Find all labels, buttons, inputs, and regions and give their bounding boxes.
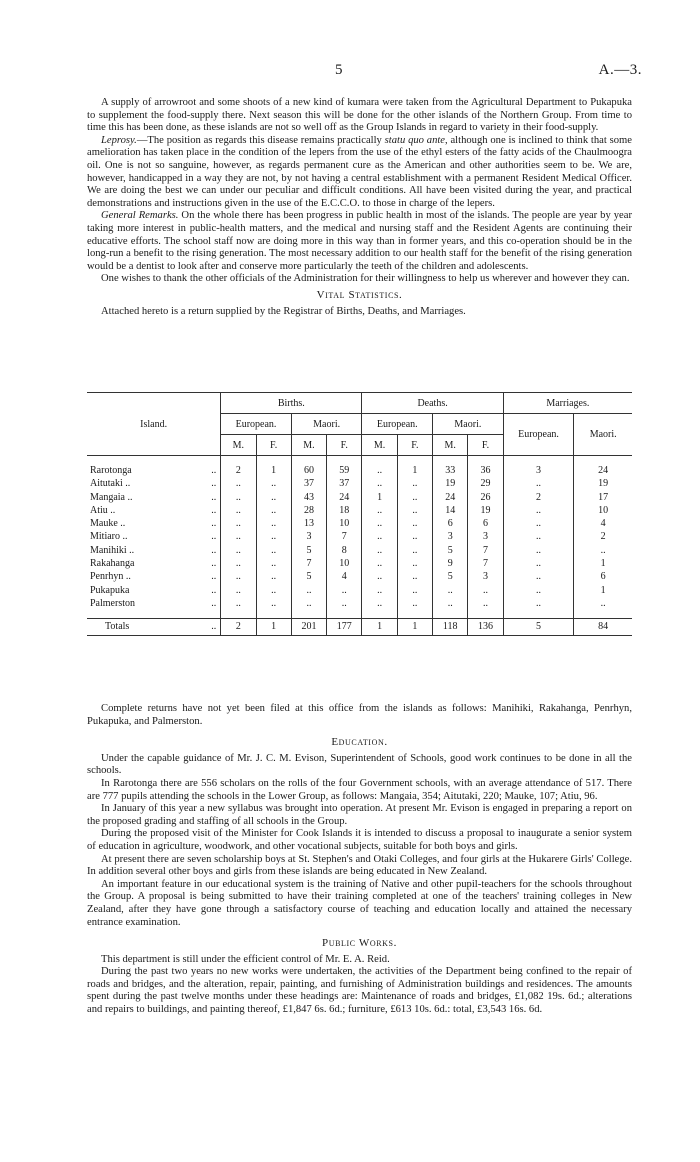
- table-cell: ..: [362, 544, 397, 557]
- island-name: Rakahanga: [90, 558, 135, 570]
- document-reference: A.—3.: [598, 62, 642, 78]
- table-cell: ..: [574, 597, 632, 610]
- table-row: [87, 517, 632, 530]
- table-cell: 37: [291, 477, 326, 490]
- island-name: Atiu ..: [90, 504, 116, 516]
- table-cell: ..: [362, 477, 397, 490]
- table-cell: 5: [433, 570, 468, 583]
- table-cell: ..: [221, 504, 256, 517]
- table-cell: 13: [291, 517, 326, 530]
- table-row: [87, 544, 632, 557]
- deaths-maori-f: F.: [468, 435, 503, 456]
- table-cell: 7: [468, 544, 503, 557]
- vital-statistics-intro: Attached hereto is a return supplied by the Registrar of Births, Deaths, and Marriages.: [101, 305, 466, 317]
- leader-dots: ..: [211, 504, 217, 516]
- table-cell: ..: [362, 464, 397, 477]
- leprosy-italic-phrase: statu quo ante: [384, 134, 446, 146]
- leprosy-paragraph: [87, 135, 632, 211]
- table-cell: ..: [221, 597, 256, 610]
- table-cell: 2: [574, 530, 632, 543]
- table-cell: ..: [503, 570, 574, 583]
- table-cell: 14: [433, 504, 468, 517]
- table-cell: 2: [221, 619, 256, 636]
- births-european-header: European.: [221, 414, 292, 435]
- island-name: Pukapuka: [90, 584, 130, 596]
- table-cell: ..: [503, 544, 574, 557]
- leader-dots: ..: [211, 465, 217, 476]
- table-cell: ..: [362, 504, 397, 517]
- island-column-header: Island.: [87, 393, 221, 456]
- table-cell: 59: [327, 464, 362, 477]
- table-cell: 1: [397, 464, 432, 477]
- table-cell: ..: [256, 544, 291, 557]
- leprosy-text-a: —The position as regards this disease remains practically: [136, 134, 385, 146]
- table-cell: 1: [362, 491, 397, 504]
- table-cell: 29: [468, 477, 503, 490]
- table-cell: ..: [503, 517, 574, 530]
- education-paragraph: Under the capable guidance of Mr. J. C. M. Evison, Superintendent of Schools, good work continues to be done in all the schools.: [87, 752, 632, 777]
- island-name: Aitutaki ..: [90, 478, 131, 490]
- table-cell: ..: [221, 570, 256, 583]
- leader-dots: ..: [211, 584, 217, 596]
- table-cell: 19: [574, 477, 632, 490]
- births-header: Births.: [221, 393, 362, 414]
- table-cell: ..: [221, 584, 256, 597]
- table-cell: 84: [574, 619, 632, 636]
- vital-statistics-table: [87, 392, 632, 636]
- table-cell: ..: [397, 597, 432, 610]
- table-cell: ..: [362, 597, 397, 610]
- leader-dots: ..: [211, 518, 217, 530]
- education-paragraph: At present there are seven scholarship boys at St. Stephen's and Otaki Colleges, and four girls at the Hukarere Girls' College. In addition several other boys and girls from these islands are being educated in New Zealand.: [87, 853, 632, 878]
- table-cell: 5: [291, 570, 326, 583]
- table-cell: 1: [362, 619, 397, 636]
- table-cell: ..: [503, 584, 574, 597]
- table-cell: ..: [256, 530, 291, 543]
- island-name: Penrhyn ..: [90, 571, 131, 583]
- births-maori-f: F.: [327, 435, 362, 456]
- table-cell: 10: [327, 517, 362, 530]
- table-cell: 7: [327, 530, 362, 543]
- leader-dots: ..: [211, 571, 217, 583]
- island-name: Rarotonga: [90, 465, 132, 476]
- table-cell: ..: [291, 597, 326, 610]
- general-remarks-text: On the whole there has been progress in public health in most of the islands. The people are year by year taking more interest in public-health matters, and the medical and nursing staff and the Resident Agents are continuing their educative efforts. The school staff now are doing more in this way than in former years, and this co-operation should be in the long-run a benefit to the rising generation. The most necessary addition to our health staff for the benefit of the rising generation would be a dentist to look after and conserve more particularly the teeth of the children and adolescents.: [87, 210, 632, 272]
- table-cell: ..: [221, 477, 256, 490]
- table-cell: ..: [397, 504, 432, 517]
- table-cell: 1: [397, 619, 432, 636]
- table-cell: 6: [574, 570, 632, 583]
- table-cell: 5: [433, 544, 468, 557]
- table-cell: ..: [221, 530, 256, 543]
- table-cell: 1: [256, 464, 291, 477]
- table-row: [87, 597, 632, 610]
- births-european-m: M.: [221, 435, 256, 456]
- table-cell: 28: [291, 504, 326, 517]
- table-cell: ..: [503, 597, 574, 610]
- deaths-maori-m: M.: [433, 435, 468, 456]
- table-cell: ..: [433, 584, 468, 597]
- island-name: Mitiaro ..: [90, 531, 128, 543]
- table-cell: 5: [291, 544, 326, 557]
- table-cell: 6: [433, 517, 468, 530]
- table-row: [87, 557, 632, 570]
- lower-text-block: [87, 703, 632, 1017]
- deaths-european-f: F.: [397, 435, 432, 456]
- page-number: 5: [335, 62, 343, 78]
- deaths-maori-header: Maori.: [433, 414, 504, 435]
- leprosy-heading: Leprosy.: [101, 134, 137, 146]
- leader-dots: ..: [211, 531, 217, 543]
- table-cell: ..: [503, 477, 574, 490]
- table-cell: 60: [291, 464, 326, 477]
- table-cell: 24: [327, 491, 362, 504]
- table-cell: 36: [468, 464, 503, 477]
- table-cell: 118: [433, 619, 468, 636]
- table-cell: 6: [468, 517, 503, 530]
- education-title: Education.: [331, 736, 388, 749]
- table-cell: 37: [327, 477, 362, 490]
- island-name: Mangaia ..: [90, 491, 133, 503]
- table-cell: 8: [327, 544, 362, 557]
- arrowroot-paragraph: A supply of arrowroot and some shoots of a new kind of kumara were taken from the Agricultural Department to Pukapuka to supplement the food-supply there. Next season this will be done for the other islands of the Northern Group. From time to time this has been done, as these islands are not so well off as the Group Islands in regard to variety in their food-supply.: [87, 97, 632, 134]
- table-cell: 7: [291, 557, 326, 570]
- table-cell: ..: [221, 544, 256, 557]
- island-name: Manihiki ..: [90, 544, 135, 556]
- deaths-european-header: European.: [362, 414, 433, 435]
- table-row: [87, 570, 632, 583]
- vital-statistics-title: Vital Statistics.: [316, 288, 403, 301]
- table-cell: 3: [433, 530, 468, 543]
- leader-dots: ..: [175, 619, 220, 636]
- returns-note: Complete returns have not yet been filed at this office from the islands as follows: Manihiki, Rakahanga, Penrhyn, Pukapuka, and Palmerston.: [87, 703, 632, 727]
- table-cell: ..: [291, 584, 326, 597]
- table-cell: ..: [256, 504, 291, 517]
- table-cell: 5: [503, 619, 574, 636]
- education-paragraph: In Rarotonga there are 556 scholars on the rolls of the four Government schools, with an average attendance of 517. There are 777 pupils attending the schools in the Lower Group, as follows: Mangaia, 354; Aitutaki, 220; Mauke, 107; Atiu, 96.: [87, 777, 632, 802]
- table-cell: ..: [397, 557, 432, 570]
- table-cell: 18: [327, 504, 362, 517]
- table-cell: 43: [291, 491, 326, 504]
- table-cell: ..: [397, 584, 432, 597]
- table-cell: 201: [291, 619, 326, 636]
- leader-dots: ..: [211, 544, 217, 556]
- marriages-european-header: European.: [503, 414, 574, 456]
- table-cell: ..: [468, 597, 503, 610]
- upper-text-block: [87, 97, 632, 318]
- table-cell: 19: [468, 504, 503, 517]
- table-cell: ..: [397, 570, 432, 583]
- table-cell: ..: [397, 530, 432, 543]
- table-cell: 10: [327, 557, 362, 570]
- table-cell: ..: [256, 597, 291, 610]
- table-row: [87, 530, 632, 543]
- page-header: [0, 62, 700, 82]
- leader-dots: ..: [211, 558, 217, 570]
- table-cell: 24: [574, 464, 632, 477]
- education-paragraph: During the proposed visit of the Minister for Cook Islands it is intended to discuss a proposal to inaugurate a senior system of education in agriculture, woodwork, and other vocational subjects, suitable for both boys and girls.: [87, 828, 632, 852]
- marriages-maori-header: Maori.: [574, 414, 632, 456]
- table-cell: ..: [503, 557, 574, 570]
- table-cell: 1: [574, 557, 632, 570]
- table-cell: ..: [362, 570, 397, 583]
- table-row: [87, 464, 632, 477]
- table-cell: ..: [327, 584, 362, 597]
- table-cell: ..: [221, 557, 256, 570]
- table-cell: ..: [433, 597, 468, 610]
- table-cell: ..: [397, 491, 432, 504]
- island-name: Mauke ..: [90, 518, 126, 530]
- public-works-paragraph: This department is still under the efficient control of Mr. E. A. Reid.: [101, 953, 390, 965]
- table-cell: 4: [574, 517, 632, 530]
- table-cell: 1: [256, 619, 291, 636]
- table-cell: 177: [327, 619, 362, 636]
- table-cell: ..: [362, 517, 397, 530]
- leader-dots: ..: [211, 597, 217, 609]
- table-cell: ..: [256, 517, 291, 530]
- table-cell: 10: [574, 504, 632, 517]
- table-cell: 3: [291, 530, 326, 543]
- table-cell: 17: [574, 491, 632, 504]
- table-cell: ..: [256, 584, 291, 597]
- table-cell: ..: [574, 544, 632, 557]
- table-cell: 26: [468, 491, 503, 504]
- table-row: [87, 477, 632, 490]
- table-cell: ..: [256, 557, 291, 570]
- table-cell: 9: [433, 557, 468, 570]
- table-cell: 7: [468, 557, 503, 570]
- births-european-f: F.: [256, 435, 291, 456]
- table-cell: 3: [468, 570, 503, 583]
- education-paragraph: An important feature in our educational system is the training of Native and other pupil-teachers for the schools throughout the Group. A proposal is being submitted to have their training completed at one of the teachers' training colleges in New Zealand, after they have gone through a satisfactory course of teaching and education locally and attained the necessary entrance examination.: [87, 878, 632, 928]
- table-cell: 1: [574, 584, 632, 597]
- table-cell: ..: [256, 491, 291, 504]
- table-cell: 3: [503, 464, 574, 477]
- deaths-header: Deaths.: [362, 393, 503, 414]
- table-cell: ..: [256, 477, 291, 490]
- table-cell: 2: [503, 491, 574, 504]
- thanks-paragraph: One wishes to thank the other officials of the Administration for their willingness to help us wherever and however they can.: [101, 273, 630, 285]
- table-cell: ..: [327, 597, 362, 610]
- table-cell: ..: [397, 544, 432, 557]
- table-row: [87, 584, 632, 597]
- general-remarks-heading: General Remarks.: [101, 210, 179, 222]
- table-cell: 2: [221, 464, 256, 477]
- public-works-paragraph: During the past two years no new works were undertaken, the activities of the Department being confined to the repair of roads and bridges, and the alteration, repair, painting, and furnishing of Administration buildings and residences. The amounts spent during the past twelve months under these headings are: Maintenance of roads and bridges, £1,082 19s. 6d.; alterations and repairs to buildings, and painting thereof, £1,847 6s. 6d.; furniture, £613 10s. 6d.: total, £3,543 16s. 6d.: [87, 966, 632, 1016]
- table-cell: ..: [221, 517, 256, 530]
- education-paragraph: In January of this year a new syllabus was brought into operation. At present Mr. Evison is engaged in preparing a report on the proposed grading and staffing of all schools in the Group.: [87, 803, 632, 827]
- island-name: Palmerston: [90, 597, 135, 609]
- table-cell: ..: [362, 530, 397, 543]
- table-cell: 3: [468, 530, 503, 543]
- table-cell: 33: [433, 464, 468, 477]
- table-cell: 19: [433, 477, 468, 490]
- table-cell: ..: [221, 491, 256, 504]
- totals-label: Totals: [87, 619, 175, 636]
- table-row: [87, 504, 632, 517]
- leader-dots: ..: [211, 478, 217, 490]
- totals-row: [87, 619, 632, 636]
- table-cell: ..: [397, 517, 432, 530]
- table-cell: 4: [327, 570, 362, 583]
- table-row: [87, 491, 632, 504]
- table-cell: ..: [256, 570, 291, 583]
- table-cell: ..: [397, 477, 432, 490]
- leprosy-text-b: , although one is inclined to think that some amelioration has taken place in the condition of the lepers from the use of the ethyl esters of the fatty acids of the Chaulmoogra oil. One is not so sanguine, however, as regards permanent cure as the American and other authorities seem to be. We are, however, handicapped in a way they are not, by not having a central establishment with a permanent Resident Medical Officer. We are doing the best we can under our peculiar and difficult conditions. All have been visited during the year, and practical demonstrations and instructions given in the use of the E.C.C.O. to those in charge of the lepers.: [87, 134, 632, 209]
- table-cell: 24: [433, 491, 468, 504]
- births-maori-m: M.: [291, 435, 326, 456]
- table-cell: ..: [503, 504, 574, 517]
- table-cell: ..: [362, 584, 397, 597]
- births-maori-header: Maori.: [291, 414, 362, 435]
- marriages-header: Marriages.: [503, 393, 632, 414]
- table-cell: ..: [503, 530, 574, 543]
- table-cell: 136: [468, 619, 503, 636]
- table-cell: ..: [362, 557, 397, 570]
- deaths-european-m: M.: [362, 435, 397, 456]
- leader-dots: ..: [211, 491, 217, 503]
- general-remarks-paragraph: [87, 210, 632, 273]
- table-cell: ..: [468, 584, 503, 597]
- public-works-title: Public Works.: [322, 937, 397, 950]
